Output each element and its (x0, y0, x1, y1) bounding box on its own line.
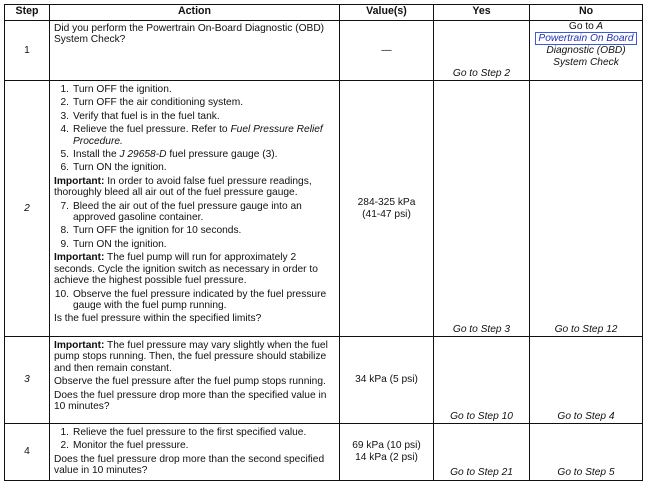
list-item: 9. Turn ON the ignition. (60, 238, 167, 250)
no-cell (530, 424, 643, 481)
value-cell (340, 81, 434, 337)
table-row-step-3 (5, 337, 643, 424)
yes-go-to[interactable]: Go to Step 10 (450, 410, 513, 422)
yes-go-to[interactable]: Go to Step 2 (452, 67, 511, 79)
header-step: Step (5, 5, 50, 21)
no-go-to[interactable]: Go to Step 5 (557, 467, 615, 479)
list-item: 10. Observe the fuel pressure indicated by the fuel pressure gauge with the fuel pump running. (54, 288, 327, 311)
list-item: 6. Turn ON the ignition. (60, 162, 167, 174)
header-values: Value(s) (340, 5, 434, 21)
action-cell (50, 21, 340, 81)
list-item: 3. Verify that fuel is in the fuel tank. (60, 110, 220, 122)
no-go-to[interactable]: Go to Step 4 (557, 410, 615, 422)
obd-system-check-link[interactable]: Powertrain On Board (535, 32, 636, 45)
diagnostic-table (4, 4, 643, 481)
yes-go-to[interactable]: Go to Step 3 (452, 323, 511, 335)
table-row-step-2 (5, 81, 643, 337)
important-note: Important: The fuel pressure may vary slightly when the fuel pump stops running. Then, the fuel pressure should stabilize and then remain constant. (54, 340, 328, 374)
table-row-step-1 (5, 21, 643, 81)
no-suffix: Diagnostic (OBD) System Check (546, 45, 626, 68)
step-number: 4 (5, 424, 50, 481)
action-cell (50, 424, 340, 481)
no-prefix-italic: A (596, 21, 604, 32)
step-number: 2 (5, 81, 50, 337)
yes-cell (434, 21, 530, 81)
no-go-to[interactable]: Go to Step 12 (554, 323, 618, 335)
yes-cell (434, 337, 530, 424)
no-go-to (530, 21, 642, 32)
no-prefix: Go to (568, 21, 594, 32)
tool-reference: J 29658-D (119, 149, 167, 161)
action-text: Did you perform the Powertrain On-Board Diagnostic (OBD) System Check? (54, 23, 325, 46)
value-cell: — (340, 21, 434, 81)
header-yes: Yes (434, 5, 530, 21)
question-text: Does the fuel pressure drop more than the specified value in 10 minutes? (54, 389, 327, 413)
yes-cell (434, 424, 530, 481)
list-item: 2. Monitor the fuel pressure. (60, 440, 189, 452)
important-note: Important: The fuel pump will run for approximately 2 seconds. Cycle the ignition switch as necessary in order to achieve the highest possible fuel pressure. (54, 252, 318, 287)
action-cell (50, 337, 340, 424)
value-first: 69 kPa (10 psi) (352, 440, 421, 452)
observe-text: Observe the fuel pressure after the fuel pump stops running. (54, 376, 326, 388)
header-action: Action (50, 5, 340, 21)
step-number: 1 (5, 21, 50, 81)
list-item: 4. Relieve the fuel pressure. Refer to Fuel Pressure Relief Procedure. (60, 124, 323, 147)
value-second: 14 kPa (2 psi) (355, 451, 418, 463)
list-item: 1. Relieve the fuel pressure to the first specified value. (60, 427, 307, 438)
important-note: Important: In order to avoid false fuel pressure readings, thoroughly bleed all air out of the fuel pressure gauge. (54, 175, 312, 199)
question-text: Does the fuel pressure drop more than the second specified value in 10 minutes? (54, 453, 325, 477)
no-cell (530, 337, 643, 424)
yes-cell (434, 81, 530, 337)
value-kpa: 284-325 kPa (357, 197, 416, 209)
list-item: 5. Install the J 29658-D fuel pressure gauge (3). (60, 149, 278, 161)
value-psi: (41-47 psi) (362, 208, 411, 220)
list-item: 8. Turn OFF the ignition for 10 seconds. (60, 225, 242, 237)
no-cell (530, 81, 643, 337)
action-cell (50, 81, 340, 337)
step-number: 3 (5, 337, 50, 424)
list-item: 7. Bleed the air out of the fuel pressure gauge into an approved gasoline container. (60, 200, 302, 224)
no-cell (530, 21, 643, 81)
question-text: Is the fuel pressure within the specified limits? (54, 313, 262, 325)
fuel-pressure-relief-reference[interactable]: Fuel Pressure Relief Procedure. (73, 124, 323, 147)
header-no: No (530, 5, 643, 21)
value-cell (340, 424, 434, 481)
list-item: 1. Turn OFF the ignition. (60, 84, 172, 95)
table-header-row (5, 5, 643, 21)
list-item: 2. Turn OFF the air conditioning system. (60, 97, 244, 109)
yes-go-to[interactable]: Go to Step 21 (450, 467, 513, 479)
procedure-list-a (54, 84, 335, 174)
procedure-list-b (54, 201, 335, 251)
value-cell: 34 kPa (5 psi) (340, 337, 434, 424)
table-row-step-4 (5, 424, 643, 481)
